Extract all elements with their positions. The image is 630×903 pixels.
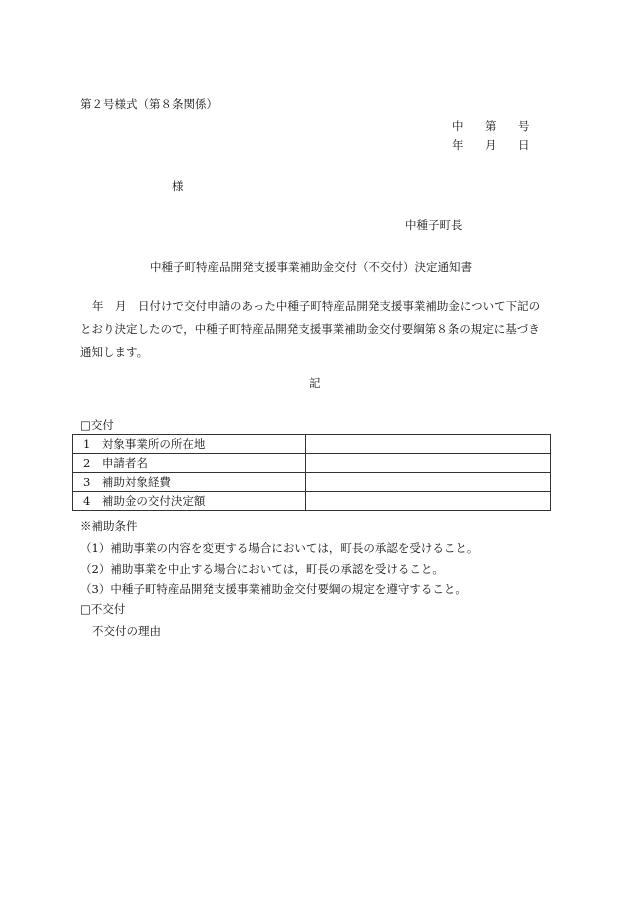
document-date-line bbox=[452, 138, 551, 152]
number-part: 号 bbox=[518, 119, 530, 133]
condition-item: （1）補助事業の内容を変更する場合においては，町長の承認を受けること。 bbox=[80, 541, 479, 555]
addressee: 様 bbox=[172, 179, 184, 193]
conditions-heading: ※補助条件 bbox=[80, 519, 138, 533]
document-number-line bbox=[452, 119, 551, 133]
date-part: 年 bbox=[452, 138, 464, 152]
row-label: 4 補助金の交付決定額 bbox=[73, 492, 306, 511]
date-part: 日 bbox=[518, 138, 530, 152]
number-part: 中 bbox=[452, 119, 464, 133]
sender: 中種子町長 bbox=[405, 218, 463, 232]
row-label: 2 申請者名 bbox=[73, 454, 306, 473]
document-title: 中種子町特産品開発支援事業補助金交付（不交付）決定通知書 bbox=[150, 260, 472, 274]
row-label: 3 補助対象経費 bbox=[73, 473, 306, 492]
condition-item: （3）中種子町特産品開発支援事業補助金交付要綱の規定を遵守すること。 bbox=[80, 582, 467, 596]
table-row bbox=[73, 492, 551, 511]
non-grant-reason: 不交付の理由 bbox=[92, 624, 161, 638]
row-label: 1 対象事業所の所在地 bbox=[73, 435, 306, 454]
row-value bbox=[306, 454, 551, 473]
grant-checkbox-label: □交付 bbox=[80, 418, 114, 432]
form-number: 第２号様式（第８条関係） bbox=[80, 97, 218, 111]
table-row bbox=[73, 454, 551, 473]
row-value bbox=[306, 473, 551, 492]
condition-item: （2）補助事業を中止する場合においては，町長の承認を受けること。 bbox=[80, 562, 444, 576]
grant-info-table bbox=[72, 434, 551, 511]
table-row bbox=[73, 473, 551, 492]
row-value bbox=[306, 492, 551, 511]
table-row bbox=[73, 435, 551, 454]
date-part: 月 bbox=[485, 138, 497, 152]
number-part: 第 bbox=[485, 119, 497, 133]
ki-heading: 記 bbox=[309, 376, 321, 390]
body-paragraph: 年 月 日付けで交付申請のあった中種子町特産品開発支援事業補助金について下記のとおり決定したので，中種子町特産品開発支援事業補助金交付要綱第８条の規定に基づき通知します。 bbox=[80, 299, 541, 359]
row-value bbox=[306, 435, 551, 454]
non-grant-checkbox-label: □不交付 bbox=[80, 602, 126, 616]
